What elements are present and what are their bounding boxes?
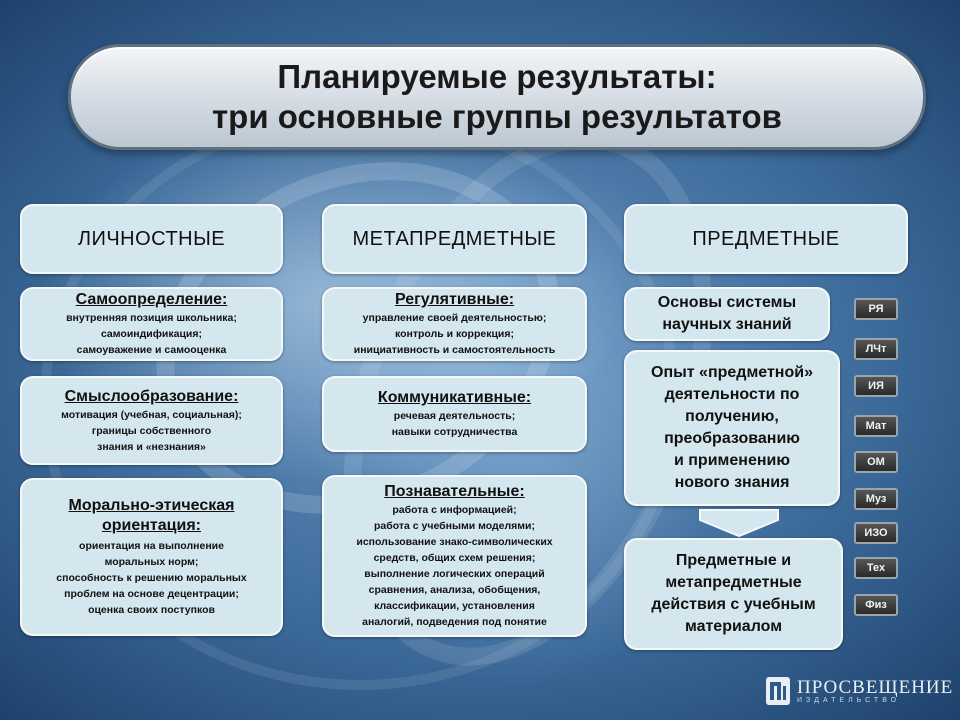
subject-badge-tech[interactable]: Тех bbox=[854, 557, 898, 579]
subject-badge-math[interactable]: Мат bbox=[854, 415, 898, 437]
meta-item-communicative bbox=[322, 376, 587, 452]
item-text: Предметные и bbox=[675, 552, 792, 569]
item-text: способность к решению моральных bbox=[56, 572, 247, 584]
meta-item-regulatory bbox=[322, 287, 587, 361]
personal-item-meaning bbox=[20, 376, 283, 465]
item-text: классификации, установления bbox=[374, 600, 535, 612]
meta-item-cognitive bbox=[322, 475, 587, 637]
item-text: самоуважение и самооценка bbox=[76, 344, 227, 356]
item-text: Опыт «предметной» bbox=[651, 364, 813, 381]
header-subject bbox=[624, 204, 908, 274]
subject-badge-pe[interactable]: Физ bbox=[854, 594, 898, 616]
item-text: речевая деятельность; bbox=[393, 410, 516, 422]
header-personal bbox=[20, 204, 283, 274]
subject-item-science-basics bbox=[624, 287, 830, 341]
item-title: Регулятивные: bbox=[394, 291, 515, 308]
publisher-sub: ИЗДАТЕЛЬСТВО bbox=[797, 696, 901, 704]
subject-badge-foreign-lang[interactable]: ИЯ bbox=[854, 375, 898, 397]
item-text: действия с учебным bbox=[651, 596, 816, 613]
item-title: ориентация: bbox=[101, 517, 201, 534]
item-text: навыки сотрудничества bbox=[391, 426, 518, 438]
item-text: Основы системы bbox=[657, 294, 797, 311]
header-personal-label: ЛИЧНОСТНЫЕ bbox=[77, 227, 226, 250]
item-text: самоиндификация; bbox=[100, 328, 203, 340]
item-title: Самоопределение: bbox=[75, 291, 228, 308]
item-text: границы собственного bbox=[91, 424, 212, 437]
personal-item-moral bbox=[20, 478, 283, 636]
down-arrow-icon bbox=[697, 508, 781, 538]
item-text: метапредметные bbox=[665, 574, 802, 591]
item-text: инициативность и самостоятельность bbox=[353, 344, 556, 356]
item-text: ориентация на выполнение bbox=[79, 540, 224, 552]
title-line-2: три основные группы результатов bbox=[212, 98, 782, 135]
publisher-name: ПРОСВЕЩЕНИЕ bbox=[797, 676, 954, 698]
item-text: работа с информацией; bbox=[392, 504, 517, 516]
item-text: и применению bbox=[673, 452, 790, 469]
item-text: аналогий, подведения под понятие bbox=[362, 616, 547, 628]
subject-badge-world[interactable]: ОМ bbox=[854, 451, 898, 473]
personal-item-self-determination bbox=[20, 287, 283, 361]
item-text: преобразованию bbox=[664, 430, 800, 447]
item-text: оценка своих поступков bbox=[88, 604, 215, 616]
item-text: управление своей деятельностью; bbox=[362, 312, 547, 324]
item-title: Коммуникативные: bbox=[377, 389, 532, 406]
item-text: материалом bbox=[684, 618, 783, 635]
title-line-1: Планируемые результаты: bbox=[277, 58, 717, 95]
item-text: деятельности по bbox=[664, 386, 800, 403]
header-meta-label: МЕТАПРЕДМЕТНЫЕ bbox=[352, 227, 557, 250]
subject-badge-music[interactable]: Муз bbox=[854, 488, 898, 510]
item-text: контроль и коррекция; bbox=[395, 328, 514, 340]
item-text: сравнения, анализа, обобщения, bbox=[368, 584, 541, 596]
item-title: Морально-этическая bbox=[68, 497, 235, 514]
subject-item-experience bbox=[624, 350, 840, 506]
item-text: получению, bbox=[685, 408, 779, 425]
page-title bbox=[68, 44, 926, 150]
item-text: средств, общих схем решения; bbox=[373, 552, 536, 564]
header-meta bbox=[322, 204, 587, 274]
item-text: мотивация (учебная, социальная); bbox=[61, 408, 242, 421]
item-text: внутренняя позиция школьника; bbox=[66, 312, 237, 324]
item-title: Познавательные: bbox=[384, 483, 525, 500]
publisher-logo-icon bbox=[765, 676, 791, 706]
header-subject-label: ПРЕДМЕТНЫЕ bbox=[692, 227, 840, 250]
item-text: знания и «незнания» bbox=[97, 440, 206, 453]
item-text: научных знаний bbox=[662, 316, 792, 333]
item-text: использование знако-символических bbox=[356, 536, 553, 548]
item-text: работа с учебными моделями; bbox=[373, 520, 536, 532]
subject-badge-reading[interactable]: ЛЧт bbox=[854, 338, 898, 360]
subject-badge-ru[interactable]: РЯ bbox=[854, 298, 898, 320]
subject-item-actions bbox=[624, 538, 843, 650]
item-title: Смыслообразование: bbox=[64, 387, 239, 405]
item-text: моральных норм; bbox=[104, 556, 199, 568]
item-text: нового знания bbox=[674, 474, 790, 491]
item-text: проблем на основе децентрации; bbox=[64, 588, 239, 600]
subject-badge-art[interactable]: ИЗО bbox=[854, 522, 898, 544]
item-text: выполнение логических операций bbox=[364, 568, 545, 580]
publisher-logo bbox=[765, 676, 953, 706]
